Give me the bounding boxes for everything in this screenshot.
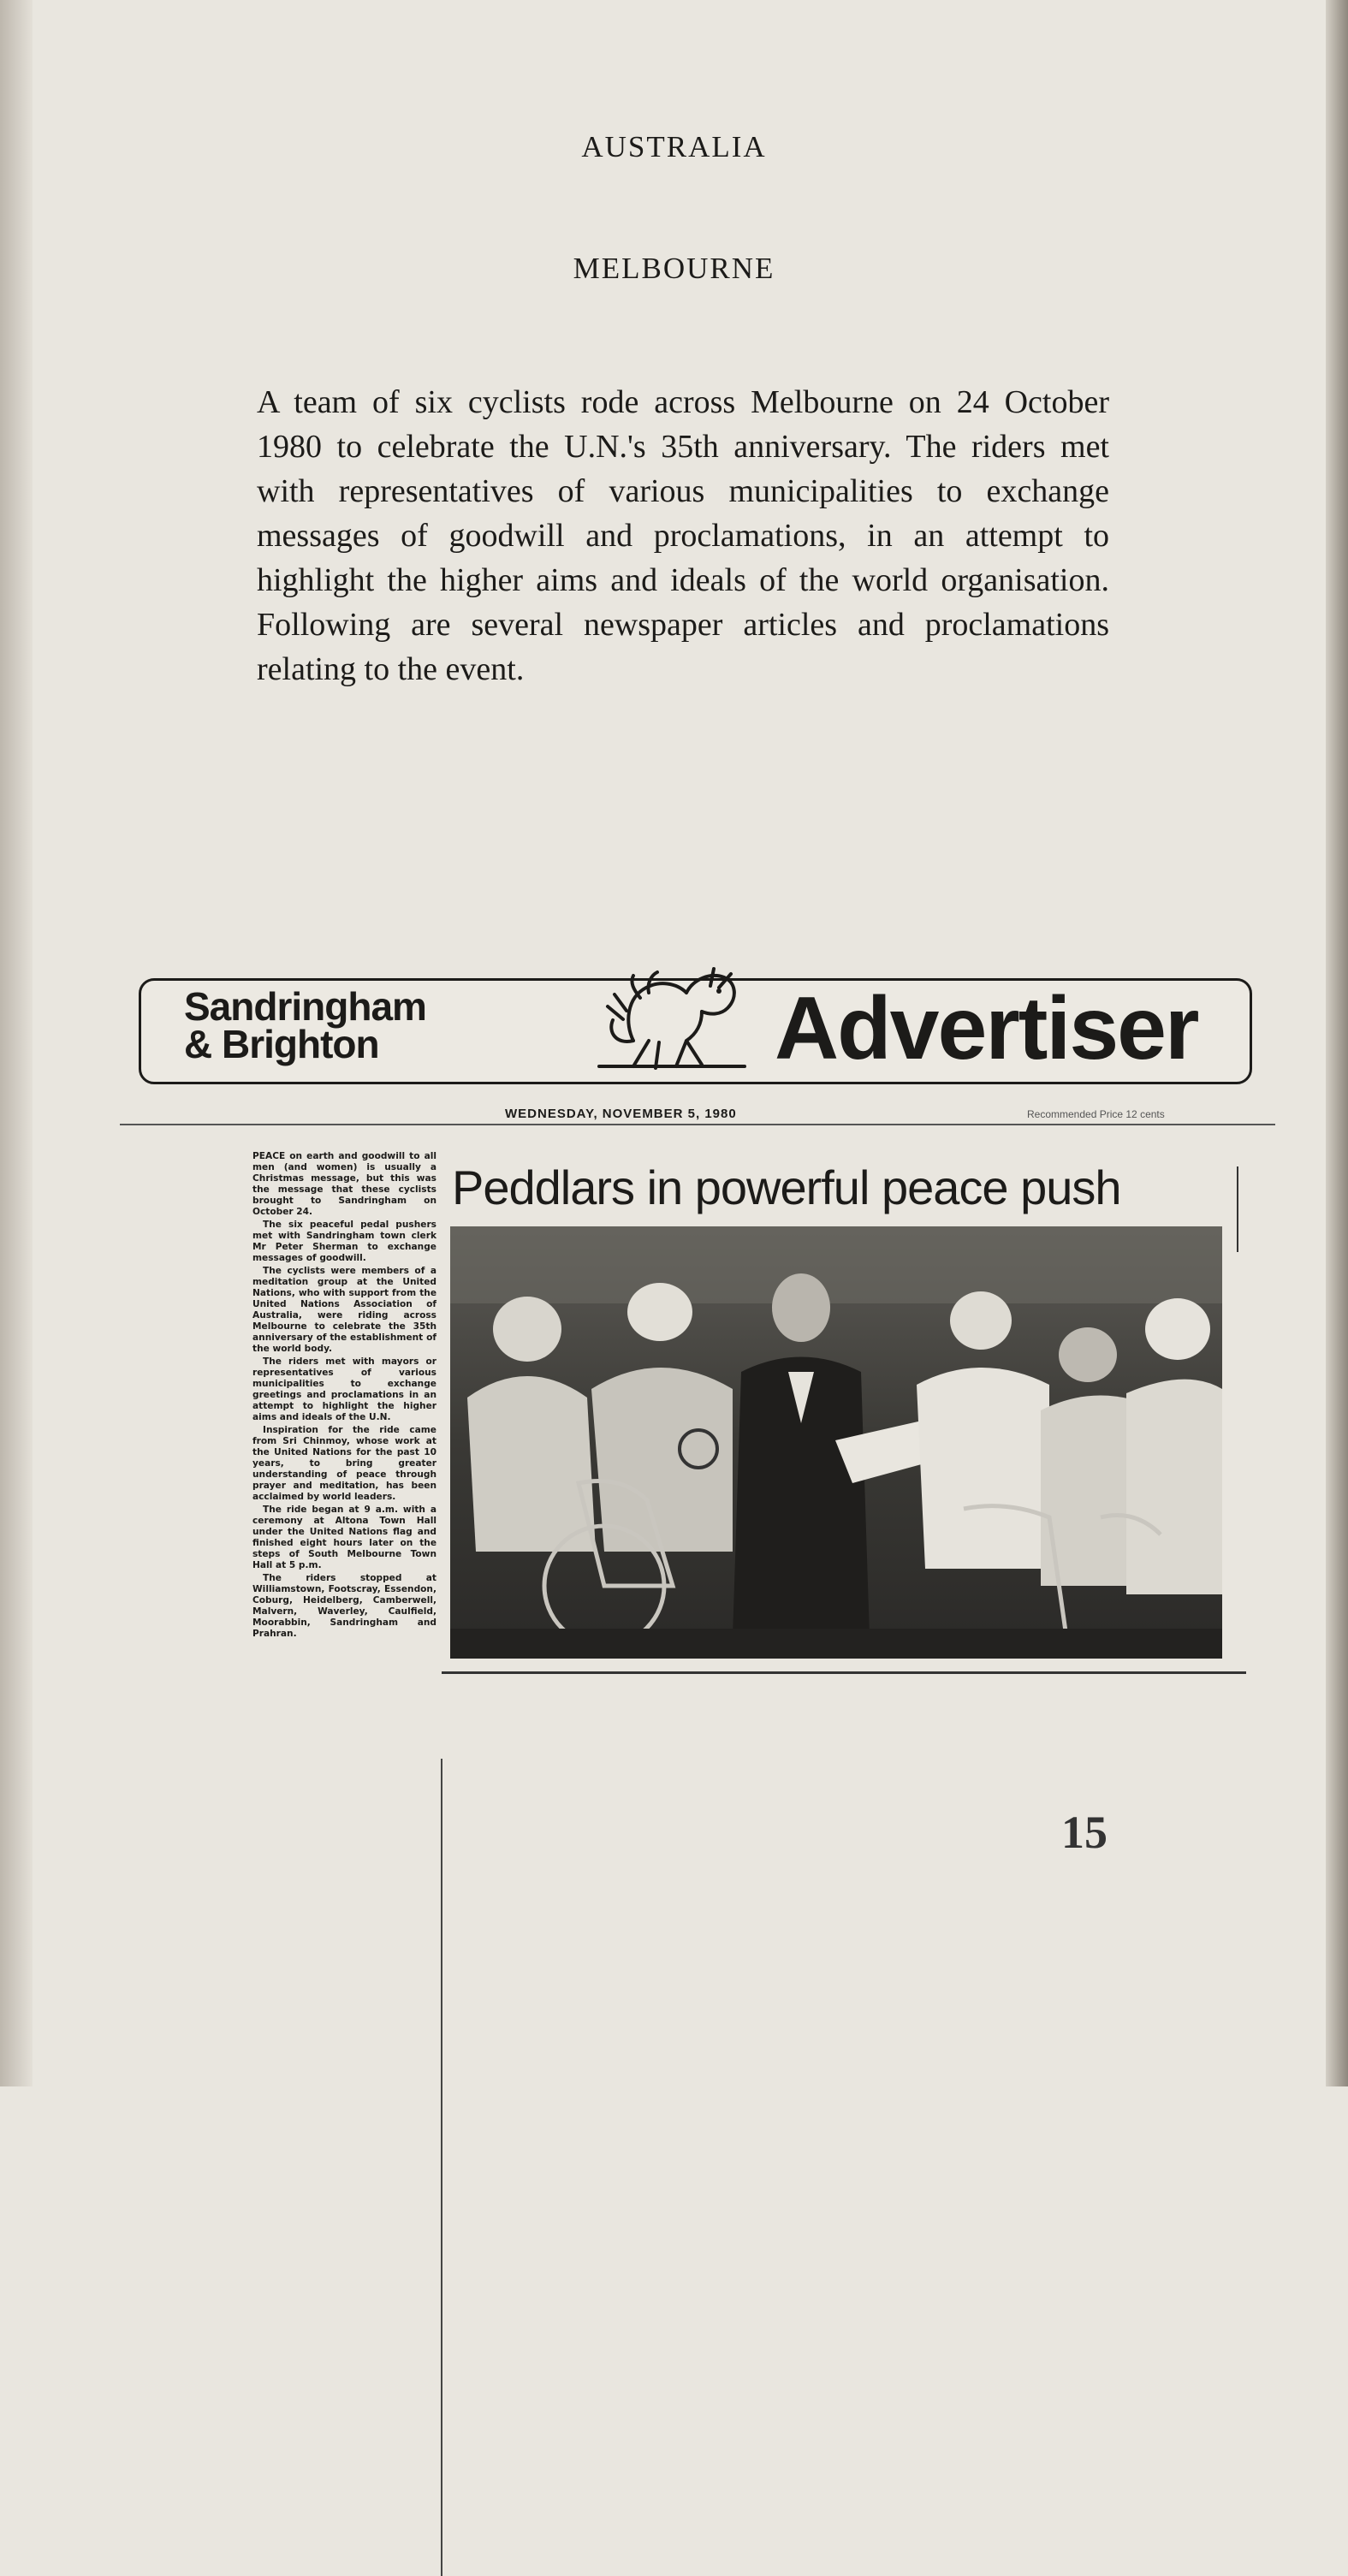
article-paragraph: The riders met with mayors or representatives of various municipalities to exchange greetings and proclamations in an attempt to highlight the higher aims and ideals of the U.N.	[252, 1356, 436, 1422]
headline-rule	[1237, 1166, 1238, 1252]
newspaper-price: Recommended Price 12 cents	[1027, 1108, 1165, 1120]
masthead-line-sandringham: Sandringham	[184, 984, 426, 1029]
intro-paragraph: A team of six cyclists rode across Melbourne on 24 October 1980 to celebrate the U.N.'s 35th anniversary. The riders met with representatives of various municipalities to exchange messages of goodwill and proclamations, in an attempt to highlight the higher aims and ideals of the world organisation. Following are several newspaper articles and proclamations relating to the event.	[257, 384, 1109, 687]
photo-rule	[442, 1671, 1246, 1674]
newspaper-masthead	[139, 978, 1252, 1084]
article-paragraph: Inspiration for the ride came from Sri Chinmoy, whose work at the United Nations for the past 10 years, to bring greater understanding of peace through prayer and meditation, has been acclaimed by world leaders.	[252, 1425, 436, 1502]
article-column	[252, 1151, 436, 1641]
country-heading: AUSTRALIA	[581, 130, 767, 163]
lion-emblem-icon	[573, 938, 762, 1083]
article-paragraph: The ride began at 9 a.m. with a ceremony at Altona Town Hall under the United Nations flag and finished eight hours later on the steps of South Melbourne Town Hall at 5 p.m.	[252, 1505, 436, 1570]
city-heading: MELBOURNE	[573, 252, 775, 285]
newspaper-dateline: WEDNESDAY, NOVEMBER 5, 1980	[505, 1107, 737, 1121]
page-number: 15	[1061, 1807, 1107, 1858]
article-paragraph: The cyclists were members of a meditation group at the United Nations, who with support from the United Nations Association of Australia, were riding across Melbourne to celebrate the 35th anniversary of the establishment of the world body.	[252, 1266, 436, 1354]
masthead-title-advertiser: Advertiser	[775, 979, 1198, 1078]
cyclists-photo	[450, 1226, 1222, 1659]
column-rule	[441, 1759, 442, 2576]
article-paragraph: The six peaceful pedal pushers met with Sandringham town clerk Mr Peter Sherman to exchange messages of goodwill.	[252, 1220, 436, 1263]
masthead-rule	[120, 1124, 1275, 1125]
article-paragraph: PEACE on earth and goodwill to all men (and women) is usually a Christmas message, but this was the message that these cyclists brought to Sandringham on October 24.	[252, 1151, 436, 1217]
cyclists-photo-image	[450, 1226, 1222, 1659]
masthead-title-left	[184, 984, 426, 1066]
article-paragraph: The riders stopped at Williamstown, Footscray, Essendon, Coburg, Heidelberg, Camberwell, Malvern, Waverley, Caulfield, Moorabbin, Sandringham and Prahran.	[252, 1573, 436, 1639]
masthead-line-brighton: & Brighton	[184, 1022, 379, 1066]
article-headline: Peddlars in powerful peace push	[452, 1160, 1121, 1214]
newspaper-clipping	[120, 946, 1275, 1836]
